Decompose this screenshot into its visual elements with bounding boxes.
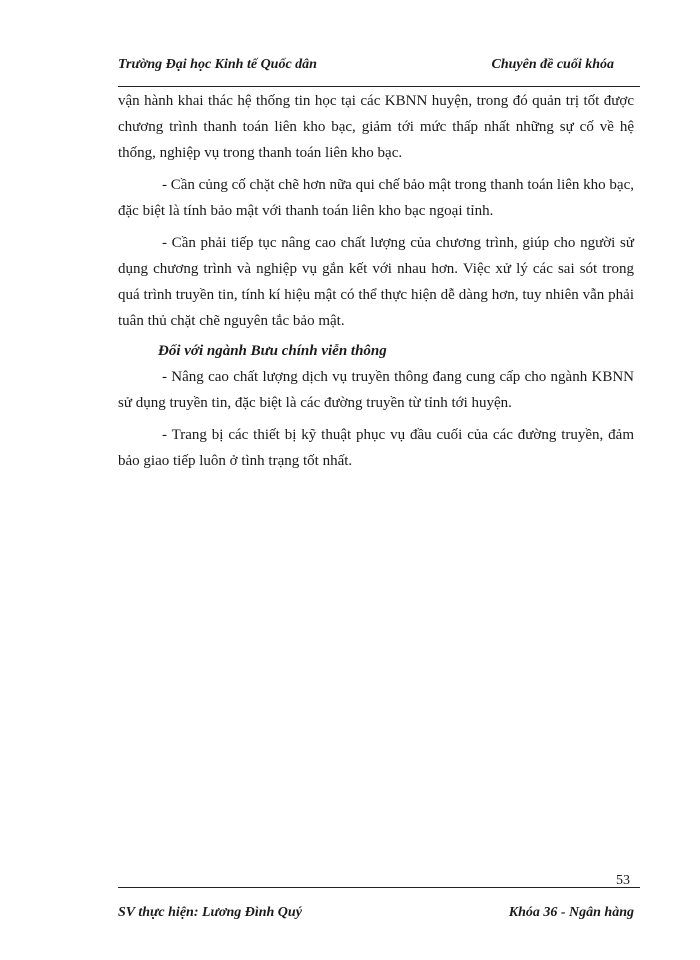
header-document-type: Chuyên đề cuối khóa — [491, 57, 614, 72]
header-divider — [118, 86, 640, 87]
page-number: 53 — [616, 873, 630, 888]
footer-student-name: SV thực hiện: Lương Đình Quý — [118, 905, 302, 920]
paragraph-program-quality: - Cần phải tiếp tục nâng cao chất lượng của chương trình, giúp cho người sử dụng chương trình và nghiệp vụ gắn kết với nhau hơn. Việc xử lý các sai sót trong quá trình truyền tin, tính kí hiệu mật có thể thực hiện dễ dàng hơn, tuy nhiên vẫn phải tuân thủ chặt chẽ nguyên tắc bảo mật. — [118, 235, 634, 329]
footer-divider — [118, 887, 640, 888]
section-heading-telecom: Đối với ngành Bưu chính viễn thông — [158, 343, 387, 359]
paragraph-continuation: vận hành khai thác hệ thống tin học tại các KBNN huyện, trong đó quản trị tốt được chương trình thanh toán liên kho bạc, giảm tới mức thấp nhất những sự cố về hệ thống, nghiệp vụ trong thanh toán liên kho bạc. — [118, 93, 634, 161]
body-content — [118, 88, 634, 474]
footer-course: Khóa 36 - Ngân hàng — [508, 905, 634, 920]
paragraph-telecom-equipment: - Trang bị các thiết bị kỹ thuật phục vụ đầu cuối của các đường truyền, đảm bảo giao tiếp luôn ở tình trạng tốt nhất. — [118, 427, 634, 469]
paragraph-telecom-service: - Nâng cao chất lượng dịch vụ truyền thông đang cung cấp cho ngành KBNN sử dụng truyền tin, đặc biệt là các đường truyền từ tỉnh tới huyện. — [118, 369, 634, 411]
header-university: Trường Đại học Kinh tế Quốc dân — [118, 57, 317, 72]
paragraph-security-rules: - Cần củng cố chặt chẽ hơn nữa qui chế bảo mật trong thanh toán liên kho bạc, đặc biệt là tính bảo mật với thanh toán liên kho bạc ngoại tỉnh. — [118, 177, 634, 219]
